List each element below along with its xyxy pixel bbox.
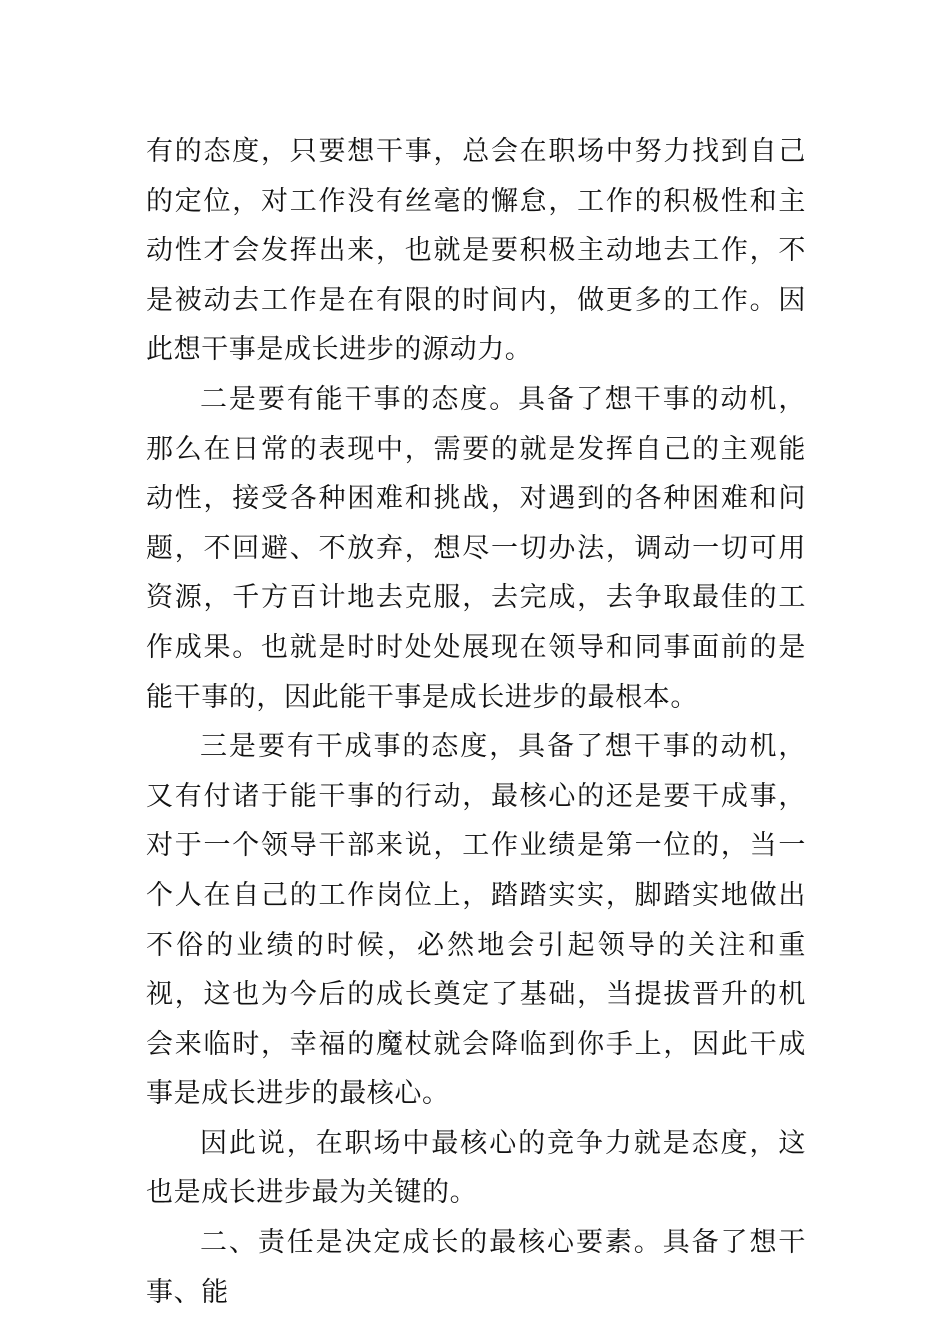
paragraph-conclusion: 因此说，在职场中最核心的竞争力就是态度，这也是成长进步最为关键的。 bbox=[146, 1127, 806, 1209]
document-body bbox=[146, 127, 806, 1317]
paragraph-can-do: 二是要有能干事的态度。具备了想干事的动机，那么在日常的表现中，需要的就是发挥自己的主观能动性，接受各种困难和挑战，对遇到的各种困难和问题，不回避、不放弃，想尽一切办法，调动一切可用资源，千方百计地去克服，去完成，去争取最佳的工作成果。也就是时时处处展现在领导和同事面前的是能干事的，因此能干事是成长进步的最根本。 bbox=[146, 383, 806, 713]
paragraph-get-done: 三是要有干成事的态度，具备了想干事的动机，又有付诸于能干事的行动，最核心的还是要干成事，对于一个领导干部来说，工作业绩是第一位的，当一个人在自己的工作岗位上，踏踏实实，脚踏实地做出不俗的业绩的时候，必然地会引起领导的关注和重视，这也为今后的成长奠定了基础，当提拔晋升的机会来临时，幸福的魔杖就会降临到你手上，因此干成事是成长进步的最核心。 bbox=[146, 731, 806, 1110]
paragraph-responsibility-heading: 二、责任是决定成长的最核心要素。具备了想干事、能 bbox=[146, 1227, 806, 1308]
paragraph-attitude-intro: 有的态度，只要想干事，总会在职场中努力找到自己的定位，对工作没有丝毫的懈怠，工作的积极性和主动性才会发挥出来，也就是要积极主动地去工作，不是被动去工作是在有限的时间内，做更多的工作。因此想干事是成长进步的源动力。 bbox=[146, 136, 806, 366]
